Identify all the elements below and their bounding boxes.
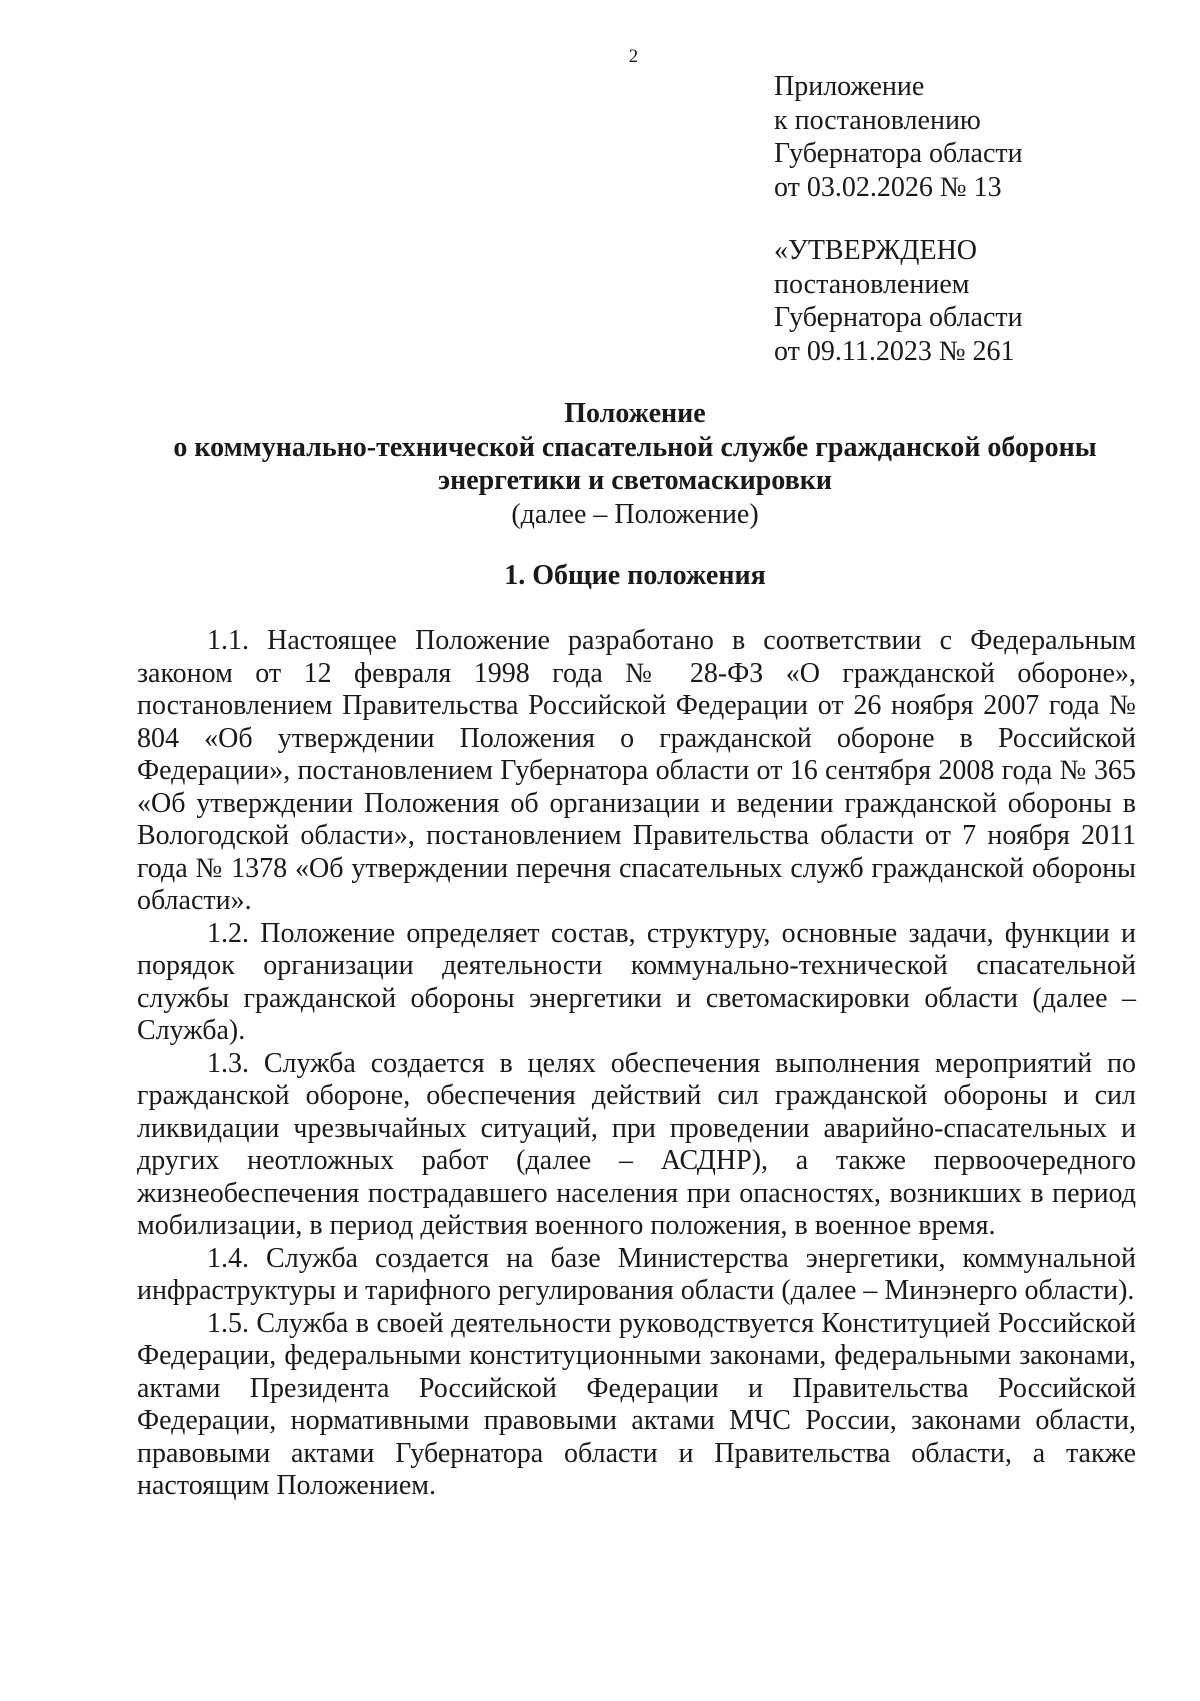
title-line: о коммунально-технической спасательной службе гражданской обороны <box>173 431 1097 463</box>
paragraph-1-5: 1.5. Служба в своей деятельности руководствуется Конституцией Российской Федерации, федеральными конституционными законами, федеральными законами, актами Президента Российской Федерации и Правительства Российской Федерации, нормативными правовыми актами МЧС России, законами области, правовыми актами Губернатора области и Правительства области, а также настоящим Положением. <box>137 1307 1136 1501</box>
title-line: энергетики и светомаскировки <box>438 465 832 496</box>
section-heading: 1. Общие положения <box>504 560 766 591</box>
document-title <box>0 397 1200 531</box>
attachment-line: от 03.02.2026 № 13 <box>774 171 1002 203</box>
paragraph-1-2: 1.2. Положение определяет состав, структуру, основные задачи, функции и порядок организации деятельности коммунально-технической спасательной службы гражданской обороны энергетики и светомаскировки области (далее – Служба). <box>137 917 1136 1046</box>
attachment-line: Губернатора области <box>774 138 1023 169</box>
approved-header <box>774 234 1023 368</box>
approved-line: «УТВЕРЖДЕНО <box>774 235 978 266</box>
page-number: 2 <box>628 46 639 67</box>
title-subline: (далее – Положение) <box>511 498 759 530</box>
approved-line: Губернатора области <box>774 302 1023 333</box>
paragraph-1-1: 1.1. Настоящее Положение разработано в соответствии с Федеральным законом от 12 февраля 1998 года № 28-ФЗ «О гражданской обороне», постановлением Правительства Российской Федерации от 26 ноября 2007 года № 804 «Об утверждении Положения о гражданской обороне в Российской Федерации», постановлением Губернатора области от 16 сентября 2008 года № 365 «Об утверждении Положения об организации и ведении гражданской обороны в Вологодской области», постановлением Правительства области от 7 ноября 2011 года № 1378 «Об утверждении перечня спасательных служб гражданской обороны области». <box>137 625 1136 916</box>
approved-line: от 09.11.2023 № 261 <box>774 335 1015 367</box>
attachment-line: Приложение <box>774 71 925 102</box>
attachment-header <box>774 70 1023 204</box>
paragraph-1-4: 1.4. Служба создается на базе Министерства энергетики, коммунальной инфраструктуры и тарифного регулирования области (далее – Минэнерго области). <box>137 1242 1136 1306</box>
attachment-line: к постановлению <box>774 104 981 136</box>
approved-line: постановлением <box>774 268 970 300</box>
paragraph-1-3: 1.3. Служба создается в целях обеспечения выполнения мероприятий по гражданской обороне, обеспечения действий сил гражданской обороны и сил ликвидации чрезвычайных ситуаций, при проведении аварийно-спасательных и других неотложных работ (далее – АСДНР), а также первоочередного жизнеобеспечения пострадавшего населения при опасностях, возникших в период мобилизации, в период действия военного положения, в военное время. <box>137 1047 1136 1241</box>
document-body <box>137 625 1136 1503</box>
title-line: Положение <box>564 398 706 429</box>
